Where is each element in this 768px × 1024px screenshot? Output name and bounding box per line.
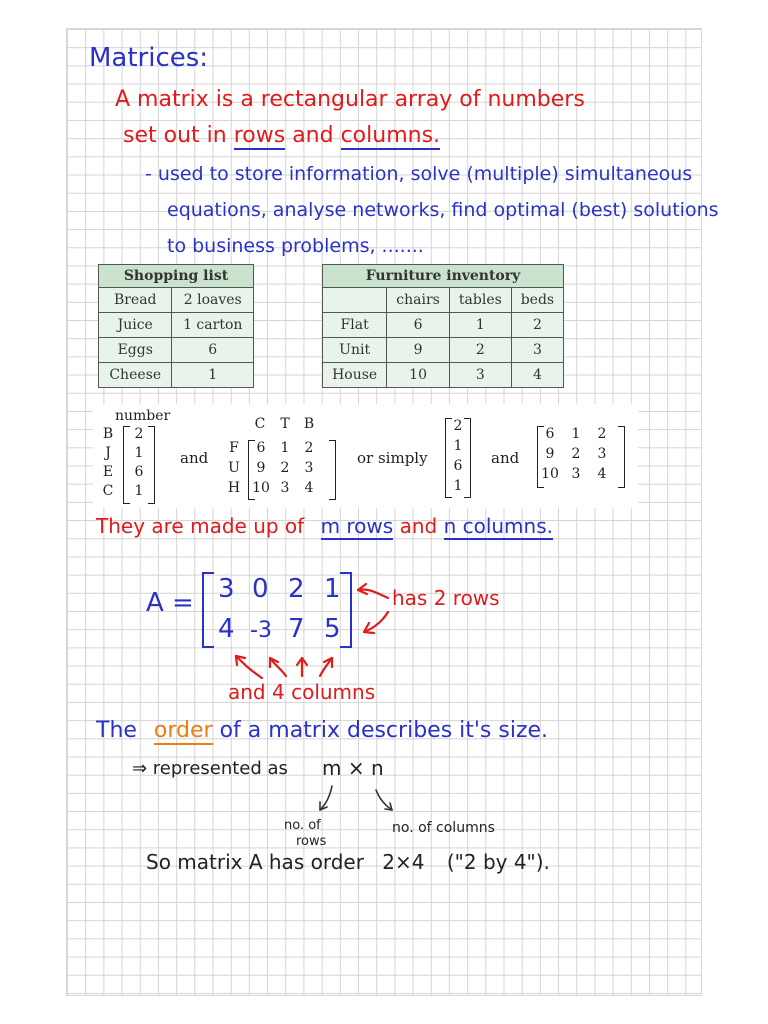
m1-row-label: E: [102, 464, 114, 480]
matrix-entry: 1: [280, 440, 290, 456]
definition-and: and: [292, 123, 334, 148]
m2-row-label: H: [227, 480, 241, 496]
table-cell: Eggs: [99, 338, 172, 363]
matrix-entry: 6: [545, 426, 555, 442]
matrix-entry: 6: [134, 464, 144, 480]
matrix-entry: 1: [134, 483, 144, 499]
made-up-and: and: [399, 514, 438, 538]
order-word: order: [153, 718, 213, 743]
matrix-entry: 0: [252, 574, 269, 604]
table-cell: 3: [449, 363, 511, 388]
row-label: House: [323, 363, 387, 388]
cols-note-text: 4 columns: [272, 680, 376, 704]
arrow-rows-bottom: [364, 612, 388, 632]
order-value: 2×4: [382, 850, 425, 874]
arrow-col-2: [270, 658, 286, 676]
table-cell: 10: [387, 363, 450, 388]
matrix-entry: 1: [453, 438, 463, 454]
matrix-entry: 3: [280, 480, 290, 496]
made-up-m-rows: m rows: [320, 514, 394, 538]
table-cell: 9: [387, 338, 450, 363]
matrix-entry: 4: [304, 480, 314, 496]
m1-row-label: C: [102, 483, 114, 499]
matrix-entry: 2: [280, 460, 290, 476]
cols-note: [228, 680, 375, 704]
or-simply-label: or simply: [357, 449, 428, 467]
order-rest: of a matrix describes it's size.: [219, 718, 549, 743]
table-cell: 2 loaves: [172, 288, 254, 313]
matrix-entry: 2: [597, 426, 607, 442]
matrix-entry: 9: [545, 446, 555, 462]
m1-header: number: [115, 408, 171, 424]
matrix-entry: 2: [571, 446, 581, 462]
matrix-entry: 10: [541, 466, 559, 482]
row-label: Flat: [323, 313, 387, 338]
uses-line-2: equations, analyse networks, find optimal (best) solutions: [167, 199, 719, 221]
m2-col-label: T: [280, 416, 290, 432]
matrix-a-label: A =: [146, 588, 194, 618]
matrix-entry: 3: [597, 446, 607, 462]
matrix-entry: 3: [571, 466, 581, 482]
table-cell: 2: [449, 338, 511, 363]
matrix-entry: 6: [453, 458, 463, 474]
m2-col-label: B: [303, 416, 315, 432]
rows-note: has 2 rows: [392, 586, 500, 610]
column-header: beds: [511, 288, 563, 313]
matrix-entry: 2: [453, 418, 463, 434]
matrix-entry: -3: [250, 618, 272, 643]
table-cell: 1: [449, 313, 511, 338]
matrix-entry: 2: [304, 440, 314, 456]
represented-as: ⇒ represented as: [132, 758, 288, 779]
matrix-entry: 7: [288, 614, 305, 644]
table-cell: 6: [387, 313, 450, 338]
uses-line-1: - used to store information, solve (multiple) simultaneous: [145, 163, 693, 185]
matrix-entry: 4: [597, 466, 607, 482]
definition-pre: set out in: [123, 123, 227, 148]
arrow-rows-top: [358, 589, 388, 598]
row-label: Unit: [323, 338, 387, 363]
table-cell: 3: [511, 338, 563, 363]
table-cell: 1 carton: [172, 313, 254, 338]
m2-row-label: U: [228, 460, 240, 476]
so-text: So matrix A has order: [146, 850, 364, 874]
matrix-entry: 10: [252, 480, 270, 496]
m1-row-label: B: [102, 426, 114, 442]
m-by-n: m × n: [322, 756, 384, 780]
table-cell: 4: [511, 363, 563, 388]
table-cell: 1: [172, 363, 254, 388]
matrix-entry: 2: [134, 426, 144, 442]
matrix-entry: 3: [218, 574, 235, 604]
table-cell: 6: [172, 338, 254, 363]
column-header: tables: [449, 288, 511, 313]
page-title: Matrices:: [89, 43, 209, 73]
matrix-entry: 1: [453, 478, 463, 494]
definition-columns: columns.: [340, 123, 441, 148]
matrix-entry: 6: [256, 440, 266, 456]
matrix-entry: 1: [571, 426, 581, 442]
matrix-entry: 1: [324, 574, 341, 604]
m2-col-label: C: [254, 416, 266, 432]
matrix-entry: 4: [218, 614, 235, 644]
arrow-n: [376, 790, 392, 810]
furniture-title: Furniture inventory: [323, 265, 564, 288]
arrow-m: [320, 786, 332, 810]
m1-row-label: J: [105, 445, 111, 461]
matrix-entry: 3: [304, 460, 314, 476]
m2-row-label: F: [229, 440, 239, 456]
table-cell: Bread: [99, 288, 172, 313]
matrix-entry: 1: [134, 445, 144, 461]
no-rows-label: no. of: [284, 818, 321, 833]
column-header: chairs: [387, 288, 450, 313]
table-cell: Juice: [99, 313, 172, 338]
arrow-col-1: [236, 656, 262, 678]
uses-line-3: to business problems, .......: [167, 235, 424, 257]
order-the: The: [96, 718, 137, 743]
definition-rows: rows: [233, 123, 286, 148]
table-cell: Cheese: [99, 363, 172, 388]
matrix-entry: 5: [324, 614, 341, 644]
order-line: [96, 718, 548, 743]
by-phrase: ("2 by 4").: [446, 850, 550, 874]
made-up-n-columns: n columns.: [443, 514, 553, 538]
matrix-entry: 2: [288, 574, 305, 604]
so-line: [146, 850, 550, 874]
table-cell: 2: [511, 313, 563, 338]
matrix-entry: 9: [256, 460, 266, 476]
cols-note-and: and: [228, 680, 266, 704]
no-cols-label: no. of columns: [392, 820, 495, 836]
shopping-list-title: Shopping list: [99, 265, 254, 288]
and-label-2: and: [491, 449, 520, 467]
and-label-1: and: [180, 449, 209, 467]
definition-line-1: A matrix is a rectangular array of numbers: [115, 87, 585, 112]
no-rows-label-2: rows: [296, 834, 327, 849]
made-up-pre: They are made up of: [96, 514, 305, 538]
